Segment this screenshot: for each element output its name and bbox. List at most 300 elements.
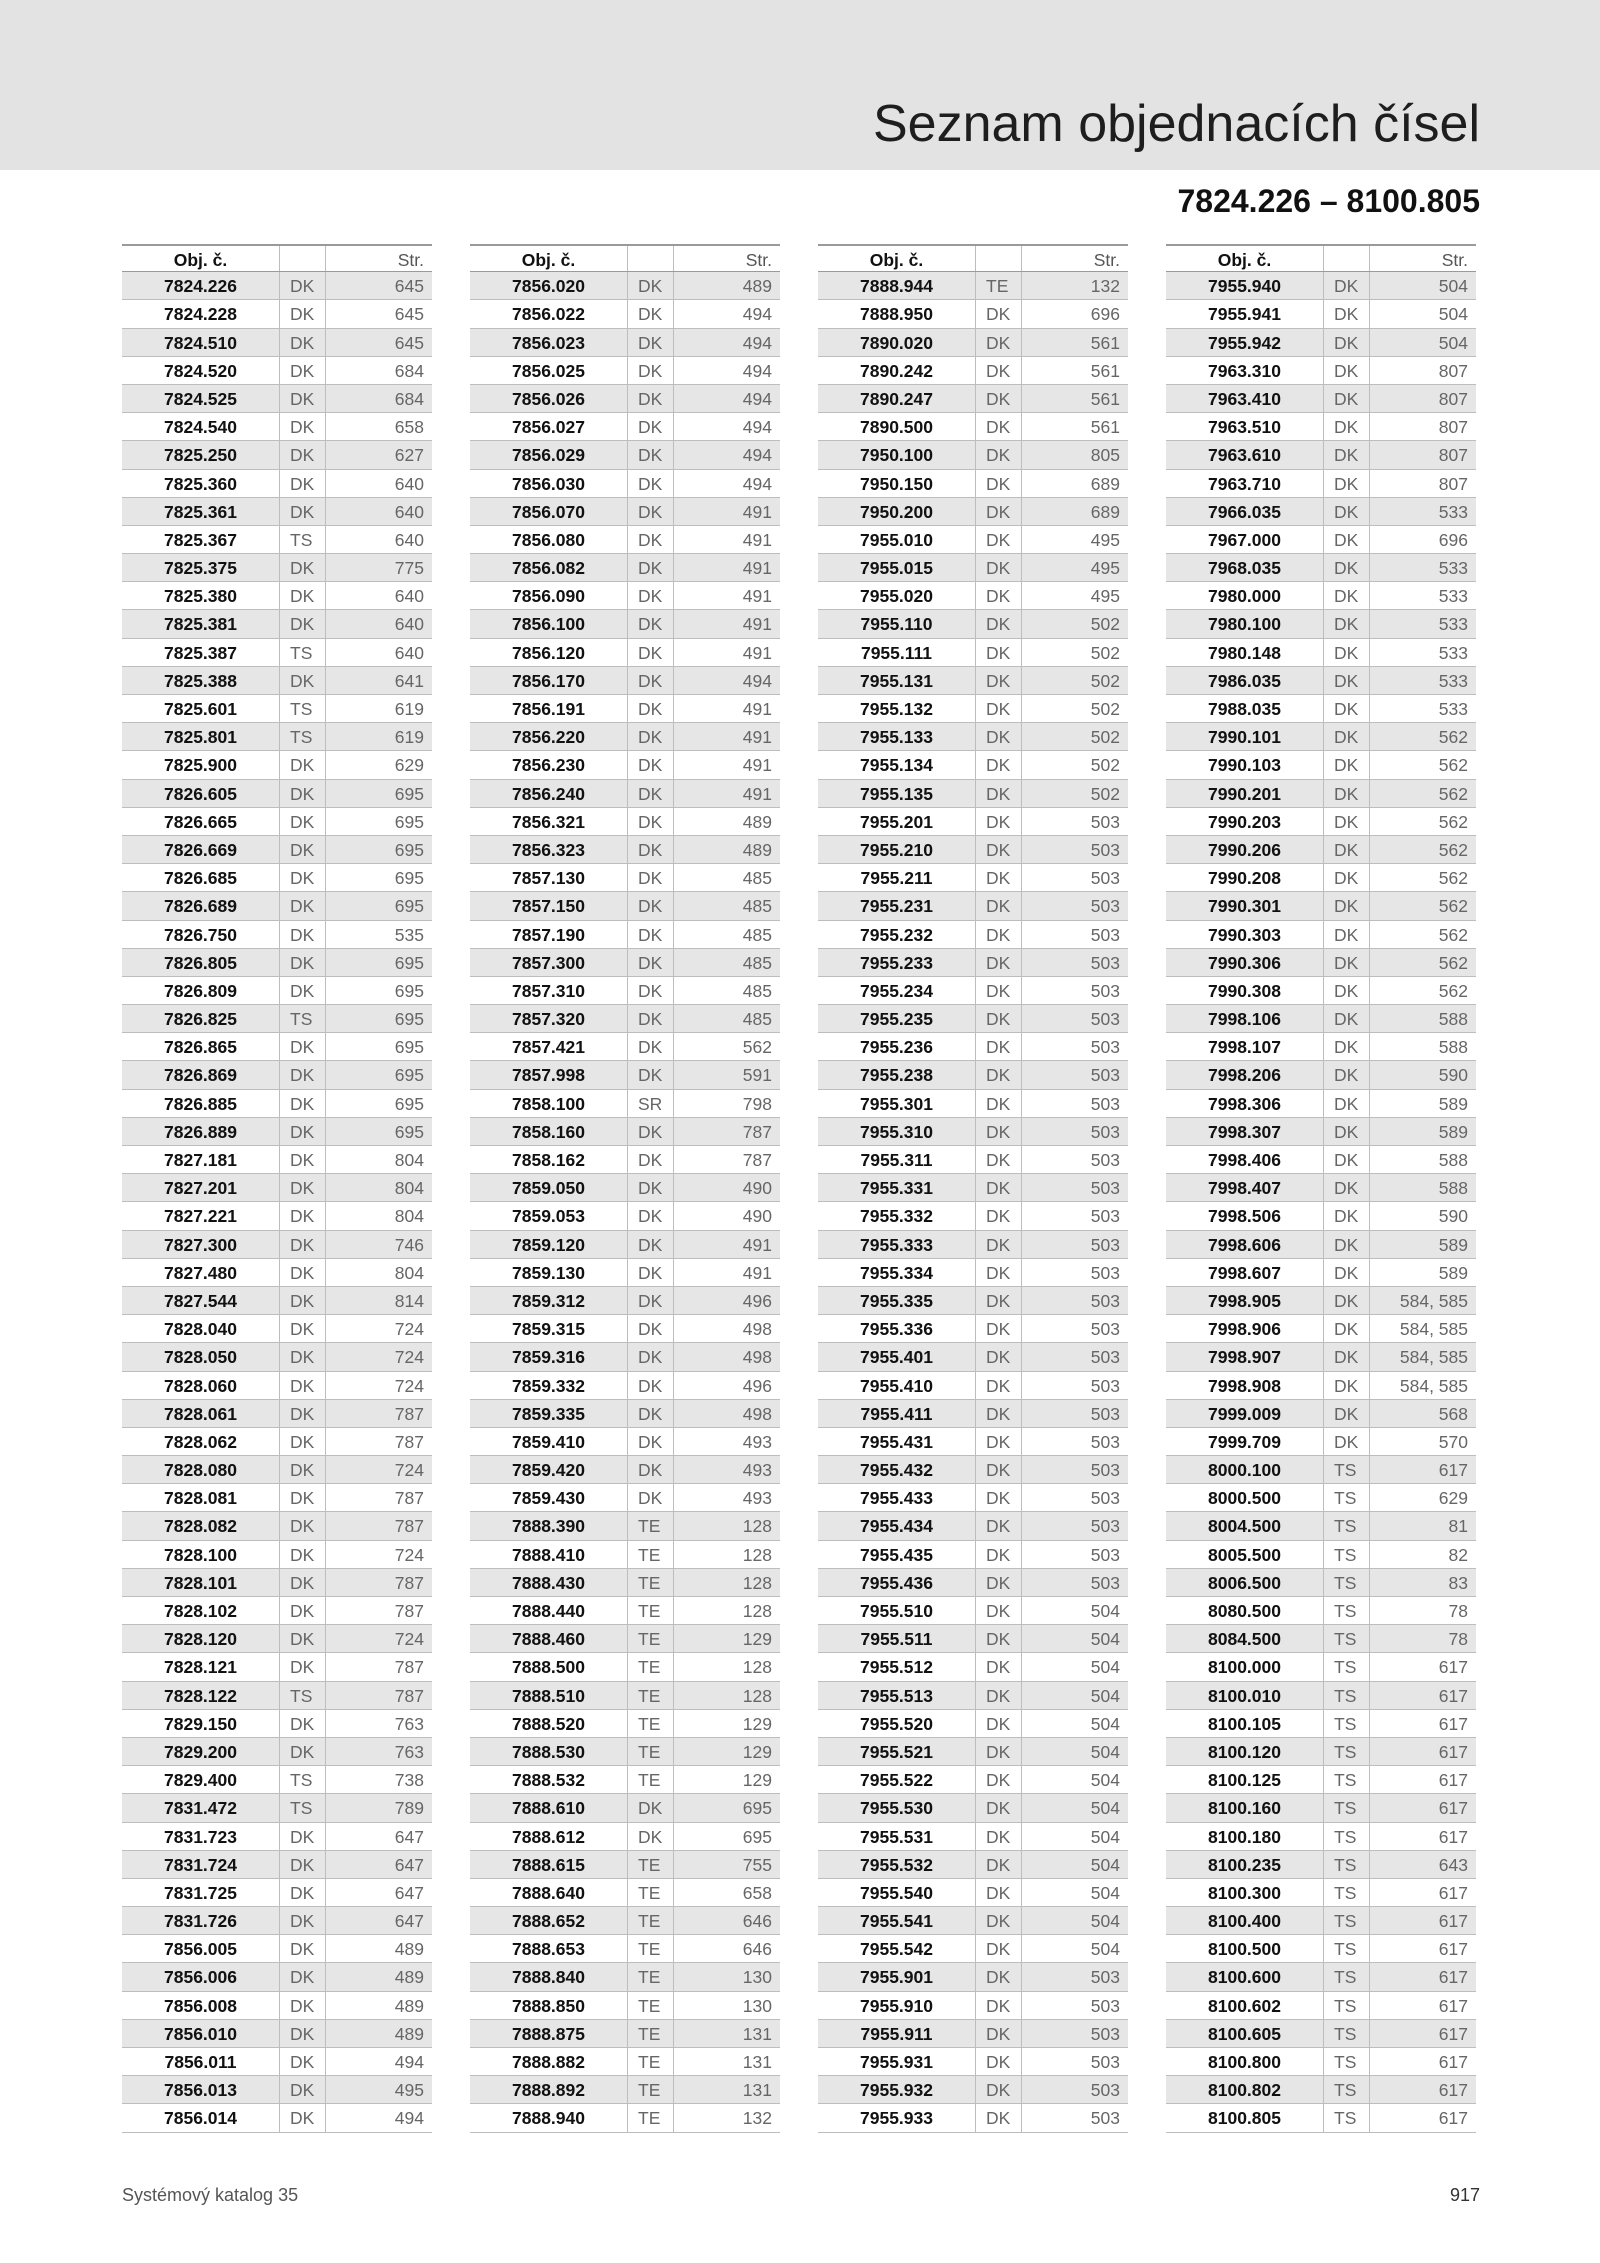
table-row <box>818 2076 1128 2104</box>
order-number: 8100.602 <box>1166 1992 1324 2019</box>
table-row <box>470 1456 780 1484</box>
order-number-tables <box>122 244 1480 2134</box>
category-code: DK <box>976 1992 1022 2019</box>
order-number: 7856.027 <box>470 413 628 440</box>
page-reference: 503 <box>1090 811 1120 832</box>
order-number: 7888.410 <box>470 1541 628 1568</box>
page-reference: 491 <box>742 1234 772 1255</box>
table-row <box>470 1259 780 1287</box>
page-reference: 489 <box>394 2023 424 2044</box>
page-reference: 503 <box>1090 1150 1120 1170</box>
category-code: DK <box>1324 1343 1370 1370</box>
order-number: 7998.905 <box>1166 1287 1324 1314</box>
order-number: 7826.809 <box>122 977 280 1004</box>
table-row <box>818 1484 1128 1512</box>
page-reference: 798 <box>742 1093 772 1114</box>
category-code: DK <box>280 1090 326 1117</box>
category-code: DK <box>1324 1174 1370 1201</box>
order-number: 7831.726 <box>122 1907 280 1934</box>
page-reference: 658 <box>742 1882 772 1903</box>
table-row <box>470 1061 780 1089</box>
order-number: 7888.500 <box>470 1653 628 1680</box>
order-number: 7856.006 <box>122 1963 280 1990</box>
page-reference: 491 <box>742 501 772 522</box>
category-code: DK <box>1324 1033 1370 1060</box>
page-reference: 584, 585 <box>1399 1375 1468 1396</box>
order-number: 7888.440 <box>470 1597 628 1624</box>
category-code: DK <box>976 808 1022 835</box>
page-reference: 128 <box>742 1516 772 1537</box>
category-code: DK <box>628 695 674 722</box>
category-code: DK <box>628 1005 674 1032</box>
category-code: DK <box>280 1653 326 1680</box>
order-number: 7890.020 <box>818 329 976 356</box>
table-row <box>818 1512 1128 1540</box>
category-code: DK <box>1324 1372 1370 1399</box>
order-number: 8100.180 <box>1166 1823 1324 1850</box>
table-row <box>1166 892 1476 920</box>
category-code: DK <box>976 639 1022 666</box>
order-number: 7998.908 <box>1166 1372 1324 1399</box>
table-row <box>1166 1372 1476 1400</box>
table-row <box>122 2020 432 2048</box>
category-code: DK <box>1324 300 1370 327</box>
page-reference: 645 <box>394 276 424 297</box>
order-number: 7824.226 <box>122 272 280 299</box>
table-row <box>1166 1512 1476 1540</box>
table-row <box>470 1033 780 1061</box>
page-reference: 502 <box>1090 614 1120 635</box>
order-number: 7950.200 <box>818 498 976 525</box>
page-reference: 695 <box>394 896 424 917</box>
category-code: DK <box>976 498 1022 525</box>
page-reference: 641 <box>394 670 424 691</box>
table-row <box>470 949 780 977</box>
page-reference: 494 <box>742 332 772 353</box>
category-code: DK <box>280 1287 326 1314</box>
table-row <box>470 1202 780 1230</box>
table-row <box>818 667 1128 695</box>
table-row <box>1166 300 1476 328</box>
page-reference: 590 <box>1438 1206 1468 1227</box>
table-row <box>1166 1456 1476 1484</box>
order-number: 7857.310 <box>470 977 628 1004</box>
table-row <box>122 949 432 977</box>
page-reference: 689 <box>1090 473 1120 494</box>
page-reference: 695 <box>394 980 424 1001</box>
page-reference: 646 <box>742 1939 772 1960</box>
table-row <box>818 1851 1128 1879</box>
category-code: DK <box>976 1005 1022 1032</box>
footer-catalog-name: Systémový katalog 35 <box>122 2185 299 2205</box>
page-reference: 588 <box>1438 1037 1468 1058</box>
table-row <box>1166 1315 1476 1343</box>
category-code: DK <box>628 413 674 440</box>
page-reference: 498 <box>742 1347 772 1368</box>
order-number: 7826.825 <box>122 1005 280 1032</box>
category-code: DK <box>976 385 1022 412</box>
table-row <box>1166 780 1476 808</box>
table-row <box>470 610 780 638</box>
order-number: 7888.850 <box>470 1992 628 2019</box>
category-code: TE <box>628 1653 674 1680</box>
table-row <box>818 1428 1128 1456</box>
order-number: 7856.080 <box>470 526 628 553</box>
order-number: 7829.400 <box>122 1766 280 1793</box>
page-reference: 504 <box>1438 276 1468 297</box>
order-number: 7955.131 <box>818 667 976 694</box>
table-row <box>470 1287 780 1315</box>
page-reference: 589 <box>1438 1234 1468 1255</box>
category-code: DK <box>976 1907 1022 1934</box>
page-reference: 724 <box>394 1319 424 1340</box>
category-code: DK <box>1324 808 1370 835</box>
order-number: 8080.500 <box>1166 1597 1324 1624</box>
order-number: 7856.026 <box>470 385 628 412</box>
order-number: 7856.020 <box>470 272 628 299</box>
table-row <box>122 1146 432 1174</box>
order-number: 7856.022 <box>470 300 628 327</box>
category-code: DK <box>628 1456 674 1483</box>
order-number: 7955.232 <box>818 921 976 948</box>
order-number: 7825.361 <box>122 498 280 525</box>
order-number: 7888.840 <box>470 1963 628 1990</box>
order-number: 8100.000 <box>1166 1653 1324 1680</box>
order-number: 8100.300 <box>1166 1879 1324 1906</box>
table-row <box>818 695 1128 723</box>
table-row <box>1166 1541 1476 1569</box>
category-code: DK <box>976 526 1022 553</box>
page-reference: 491 <box>742 699 772 719</box>
header-page: Str. <box>1441 250 1468 270</box>
table-row <box>470 1992 780 2020</box>
category-code: DK <box>628 1287 674 1314</box>
page-reference: 504 <box>1090 1601 1120 1621</box>
order-number: 7825.381 <box>122 610 280 637</box>
category-code: DK <box>280 300 326 327</box>
order-number: 7888.460 <box>470 1625 628 1652</box>
table-row <box>122 413 432 441</box>
page-reference: 496 <box>742 1290 772 1311</box>
category-code: DK <box>976 357 1022 384</box>
page-reference: 504 <box>1438 332 1468 353</box>
page-reference: 132 <box>1090 276 1120 297</box>
table-row <box>122 1231 432 1259</box>
table-row <box>470 836 780 864</box>
table-row <box>1166 1174 1476 1202</box>
page-reference: 491 <box>742 614 772 635</box>
table-row <box>122 1682 432 1710</box>
table-row <box>1166 1343 1476 1371</box>
order-number: 7999.009 <box>1166 1400 1324 1427</box>
category-code: DK <box>280 470 326 497</box>
category-code: DK <box>1324 695 1370 722</box>
order-number: 7856.321 <box>470 808 628 835</box>
table-row <box>1166 470 1476 498</box>
page-reference: 503 <box>1090 1037 1120 1058</box>
page-reference: 485 <box>742 896 772 917</box>
order-number: 7998.206 <box>1166 1061 1324 1088</box>
page-reference: 494 <box>742 360 772 381</box>
category-code: DK <box>628 808 674 835</box>
table-row <box>818 1963 1128 1991</box>
category-code: DK <box>976 695 1022 722</box>
order-number: 8100.235 <box>1166 1851 1324 1878</box>
order-number: 7955.111 <box>818 639 976 666</box>
page-reference: 533 <box>1438 501 1468 522</box>
category-code: TS <box>1324 2048 1370 2075</box>
category-code: DK <box>280 1879 326 1906</box>
order-number: 7857.300 <box>470 949 628 976</box>
table-row <box>470 1963 780 1991</box>
order-number: 8100.500 <box>1166 1935 1324 1962</box>
page-reference: 503 <box>1090 2080 1120 2101</box>
order-number: 7990.103 <box>1166 751 1324 778</box>
order-number: 7955.336 <box>818 1315 976 1342</box>
category-code: DK <box>976 1033 1022 1060</box>
order-number: 8000.100 <box>1166 1456 1324 1483</box>
page-reference: 807 <box>1438 417 1468 438</box>
table-row <box>818 1935 1128 1963</box>
order-number: 7998.107 <box>1166 1033 1324 1060</box>
page-reference: 503 <box>1090 952 1120 973</box>
table-row <box>818 272 1128 300</box>
order-number: 7955.940 <box>1166 272 1324 299</box>
header-code <box>280 246 326 271</box>
category-code: TS <box>1324 1682 1370 1709</box>
table-row <box>122 441 432 469</box>
category-code: DK <box>976 1456 1022 1483</box>
category-code: TE <box>628 1992 674 2019</box>
page-reference: 494 <box>742 417 772 438</box>
order-number: 7826.605 <box>122 780 280 807</box>
order-number: 7856.082 <box>470 554 628 581</box>
category-code: DK <box>1324 1287 1370 1314</box>
order-number: 7859.315 <box>470 1315 628 1342</box>
page-reference: 82 <box>1448 1544 1468 1565</box>
page-reference: 787 <box>394 1488 424 1509</box>
table-row <box>1166 329 1476 357</box>
table-row <box>470 723 780 751</box>
order-number: 7955.432 <box>818 1456 976 1483</box>
order-number: 7825.601 <box>122 695 280 722</box>
category-code: DK <box>1324 413 1370 440</box>
category-code: DK <box>976 2048 1022 2075</box>
table-row <box>818 441 1128 469</box>
table-row <box>818 977 1128 1005</box>
category-code: DK <box>976 751 1022 778</box>
page-reference: 804 <box>394 1262 424 1283</box>
header-order-number: Obj. č. <box>122 246 280 271</box>
page-reference: 617 <box>1438 1713 1468 1734</box>
page-reference: 696 <box>1438 529 1468 550</box>
category-code: DK <box>280 2048 326 2075</box>
order-number: 7955.931 <box>818 2048 976 2075</box>
category-code: DK <box>1324 385 1370 412</box>
order-number: 8100.605 <box>1166 2020 1324 2047</box>
table-row <box>122 498 432 526</box>
category-code: TS <box>280 526 326 553</box>
page-reference: 684 <box>394 388 424 409</box>
table-row <box>818 1907 1128 1935</box>
table-row <box>122 1456 432 1484</box>
category-code: DK <box>628 329 674 356</box>
category-code: TS <box>280 723 326 750</box>
category-code: DK <box>976 329 1022 356</box>
order-number: 7955.542 <box>818 1935 976 1962</box>
category-code: DK <box>628 1118 674 1145</box>
order-number: 7826.869 <box>122 1061 280 1088</box>
page-reference: 789 <box>394 1798 424 1819</box>
order-number: 7825.387 <box>122 639 280 666</box>
order-number: 7998.506 <box>1166 1202 1324 1229</box>
page-reference: 485 <box>742 952 772 973</box>
page-reference: 647 <box>394 1911 424 1932</box>
order-number: 8100.120 <box>1166 1738 1324 1765</box>
category-code: DK <box>628 921 674 948</box>
page-reference: 503 <box>1090 1290 1120 1311</box>
page-reference: 490 <box>742 1178 772 1199</box>
order-number: 7856.323 <box>470 836 628 863</box>
table-row <box>818 1033 1128 1061</box>
category-code: DK <box>280 780 326 807</box>
order-number: 7955.331 <box>818 1174 976 1201</box>
category-code: DK <box>976 413 1022 440</box>
order-number: 7963.710 <box>1166 470 1324 497</box>
order-number: 7980.100 <box>1166 610 1324 637</box>
category-code: DK <box>628 1202 674 1229</box>
table-row <box>818 1625 1128 1653</box>
header-code <box>1324 246 1370 271</box>
table-row <box>1166 1851 1476 1879</box>
page-reference: 561 <box>1090 360 1120 381</box>
table-row <box>1166 751 1476 779</box>
order-number: 7955.436 <box>818 1569 976 1596</box>
page-reference: 503 <box>1090 1347 1120 1368</box>
order-number: 7856.220 <box>470 723 628 750</box>
order-number: 7888.640 <box>470 1879 628 1906</box>
table-row <box>1166 2104 1476 2132</box>
page-reference: 485 <box>742 868 772 889</box>
table-row <box>818 498 1128 526</box>
table-row <box>1166 1146 1476 1174</box>
order-number: 7856.230 <box>470 751 628 778</box>
table-row <box>818 2048 1128 2076</box>
table-row <box>470 1682 780 1710</box>
order-number: 7859.053 <box>470 1202 628 1229</box>
table-row <box>122 1794 432 1822</box>
page-reference: 647 <box>394 1826 424 1847</box>
table-row <box>122 1315 432 1343</box>
page-reference: 645 <box>394 332 424 353</box>
page-reference: 807 <box>1438 360 1468 381</box>
order-number: 7955.933 <box>818 2104 976 2131</box>
table-row <box>470 1484 780 1512</box>
page-reference: 804 <box>394 1150 424 1170</box>
page-range: 7824.226 – 8100.805 <box>1177 183 1480 219</box>
page-reference: 78 <box>1448 1601 1468 1621</box>
category-code: DK <box>1324 526 1370 553</box>
category-code: DK <box>280 1541 326 1568</box>
category-code: DK <box>1324 1118 1370 1145</box>
table-row <box>122 526 432 554</box>
category-code: DK <box>280 2104 326 2131</box>
category-code: TS <box>1324 1963 1370 1990</box>
table-row <box>818 1343 1128 1371</box>
page-reference: 491 <box>742 1262 772 1283</box>
page-reference: 617 <box>1438 1911 1468 1932</box>
page-reference: 503 <box>1090 1206 1120 1227</box>
page-reference: 562 <box>1438 868 1468 889</box>
page-title: Seznam objednacích čísel <box>872 95 1480 153</box>
order-number: 7963.610 <box>1166 441 1324 468</box>
category-code: DK <box>976 1569 1022 1596</box>
table-row <box>122 639 432 667</box>
page-reference: 503 <box>1090 2023 1120 2044</box>
category-code: TS <box>280 1794 326 1821</box>
table-row <box>818 582 1128 610</box>
table-row <box>818 864 1128 892</box>
table-row <box>470 2048 780 2076</box>
page-reference: 695 <box>742 1798 772 1819</box>
category-code: DK <box>1324 1259 1370 1286</box>
order-number: 7955.301 <box>818 1090 976 1117</box>
category-code: TE <box>628 1625 674 1652</box>
table-row <box>470 526 780 554</box>
page-reference: 493 <box>742 1431 772 1452</box>
order-number: 7955.433 <box>818 1484 976 1511</box>
order-number: 7826.865 <box>122 1033 280 1060</box>
table-row <box>122 329 432 357</box>
category-code: DK <box>280 921 326 948</box>
table-row <box>818 1146 1128 1174</box>
order-number: 7824.525 <box>122 385 280 412</box>
page-reference: 807 <box>1438 388 1468 409</box>
category-code: DK <box>280 1118 326 1145</box>
page-reference: 489 <box>394 1995 424 2016</box>
category-code: DK <box>976 1343 1022 1370</box>
table-row <box>470 2104 780 2132</box>
category-code: DK <box>628 1428 674 1455</box>
table-row <box>818 892 1128 920</box>
page-reference: 591 <box>742 1065 772 1086</box>
table-row <box>470 864 780 892</box>
page-reference: 502 <box>1090 699 1120 719</box>
order-number: 7856.191 <box>470 695 628 722</box>
category-code: DK <box>280 357 326 384</box>
table-row <box>122 1061 432 1089</box>
page-reference: 491 <box>742 783 772 804</box>
category-code: TS <box>1324 1625 1370 1652</box>
page-reference: 503 <box>1090 1009 1120 1030</box>
category-code: DK <box>1324 1428 1370 1455</box>
table-row <box>1166 272 1476 300</box>
table-row <box>122 1428 432 1456</box>
order-number: 7955.531 <box>818 1823 976 1850</box>
table-row <box>470 977 780 1005</box>
order-number: 7955.411 <box>818 1400 976 1427</box>
table-row <box>1166 1738 1476 1766</box>
order-number: 7955.512 <box>818 1653 976 1680</box>
table-row <box>818 329 1128 357</box>
table-row <box>818 921 1128 949</box>
table-row <box>818 1710 1128 1738</box>
page-reference: 695 <box>394 1009 424 1030</box>
header-code <box>976 246 1022 271</box>
order-number: 7955.434 <box>818 1512 976 1539</box>
order-number: 7859.332 <box>470 1372 628 1399</box>
category-code: DK <box>976 1090 1022 1117</box>
